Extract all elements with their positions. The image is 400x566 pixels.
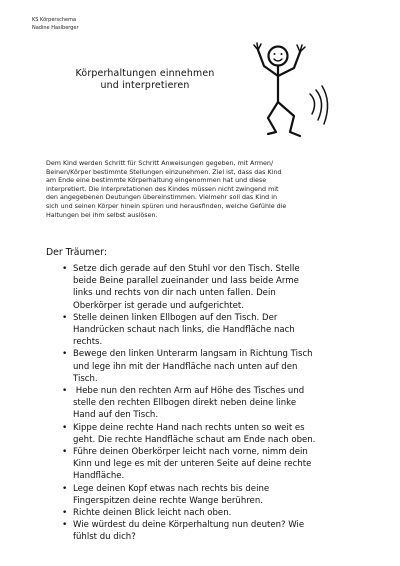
list-item-line: stelle den rechten Ellbogen direkt neben deine linke (73, 398, 297, 409)
list-item (62, 348, 362, 385)
bullet-icon: • (62, 520, 68, 531)
list-item-line: Handfläche. (73, 471, 125, 482)
list-item-line: Kippe deine rechte Hand nach rechts unten so weit es (73, 422, 305, 433)
bullet-icon: • (62, 447, 68, 458)
bullet-icon: • (62, 312, 68, 323)
list-item-line: fühlst du dich? (73, 532, 136, 543)
list-item (62, 446, 362, 483)
list-item-line: Kinn und lege es mit der unteren Seite auf deine rechte (73, 459, 312, 470)
list-item-line: Lege deinen Kopf etwas nach rechts bis deine (73, 483, 270, 494)
list-item-line: Bewege den linken Unterarm langsam in Richtung Tisch (73, 349, 313, 360)
bullet-icon: • (62, 386, 68, 397)
section-title: Der Träumer: (46, 247, 107, 258)
list-item-line: Hebe nun den rechten Arm auf Höhe des Tisches und (73, 386, 305, 397)
title-line-2: und interpretieren (100, 80, 190, 91)
list-item (62, 422, 362, 446)
list-item-line: und lege ihn mit der Handfläche nach unten auf den (73, 361, 298, 372)
list-item-line: Oberkörper ist gerade und aufgerichtet. (73, 300, 244, 311)
header-line-author: Nadine Haslberger (32, 25, 79, 31)
list-item-line: Fingerspitzen deine rechte Wange berühren. (73, 495, 263, 506)
intro-line: den angegebenen Deutungen übereinstimmen. Vielmehr soll das Kind in (46, 194, 277, 202)
list-item-line: Stelle deinen linken Ellbogen auf den Tisch. Der (73, 312, 278, 323)
list-item-line: Wie würdest du deine Körperhaltung nun deuten? Wie (73, 520, 305, 531)
bullet-icon: • (62, 264, 68, 274)
list-item-line: Handrücken schaut nach links, die Handfläche nach (73, 325, 295, 336)
instruction-list (62, 263, 362, 544)
list-item-line: Setze dich gerade auf den Stuhl vor den Tisch. Stelle (73, 264, 300, 274)
list-item (62, 263, 362, 312)
list-item-line: rechts. (73, 337, 103, 348)
header-line-course: KS Körperschema (32, 17, 77, 23)
bullet-icon: • (62, 422, 68, 433)
intro-line: Dem Kind werden Schritt für Schritt Anweisungen gegeben, mit Armen/ (46, 160, 274, 167)
list-item (62, 312, 362, 349)
list-item-line: Tisch. (73, 373, 98, 384)
list-item-line: geht. Die rechte Handfläche schaut am Ende nach oben. (73, 434, 316, 445)
bullet-icon: • (62, 349, 68, 360)
intro-paragraph (46, 160, 364, 220)
intro-line: Haltungen bei ihm selbst auslösen. (46, 211, 158, 219)
intro-line: Beinen/Körper bestimmte Stellungen einzunehmen. Ziel ist, dass das Kind (46, 168, 282, 176)
list-item-line: beide Beine parallel zueinander und lass beide Arme (73, 276, 299, 287)
jumping-stick-figure-icon (248, 36, 334, 152)
list-item-line: Führe deinen Oberkörper leicht nach vorne, nimm dein (73, 447, 308, 458)
list-item-line: links und rechts von dir nach unten fallen. Dein (73, 288, 276, 299)
title-line-1: Körperhaltungen einnehmen (75, 68, 215, 79)
intro-line: interpretiert. Die Interpretationen des Kindes müssen nicht zwingend mit (46, 185, 279, 193)
list-item (62, 507, 362, 519)
bullet-icon: • (62, 483, 68, 494)
document-header (32, 16, 79, 32)
bullet-icon: • (62, 508, 68, 519)
list-item (62, 385, 362, 422)
list-item (62, 483, 362, 507)
intro-line: am Ende eine bestimmte Körperhaltung eingenommen hat und diese (46, 177, 267, 185)
page-title (40, 68, 250, 92)
list-item-line: Richte deinen Blick leicht nach oben. (73, 508, 232, 519)
list-item (62, 519, 362, 543)
list-item-line: Hand auf den Tisch. (73, 410, 159, 421)
intro-line: sich und seinen Körper hinein spüren und herausfinden, welche Gefühle die (46, 202, 287, 210)
